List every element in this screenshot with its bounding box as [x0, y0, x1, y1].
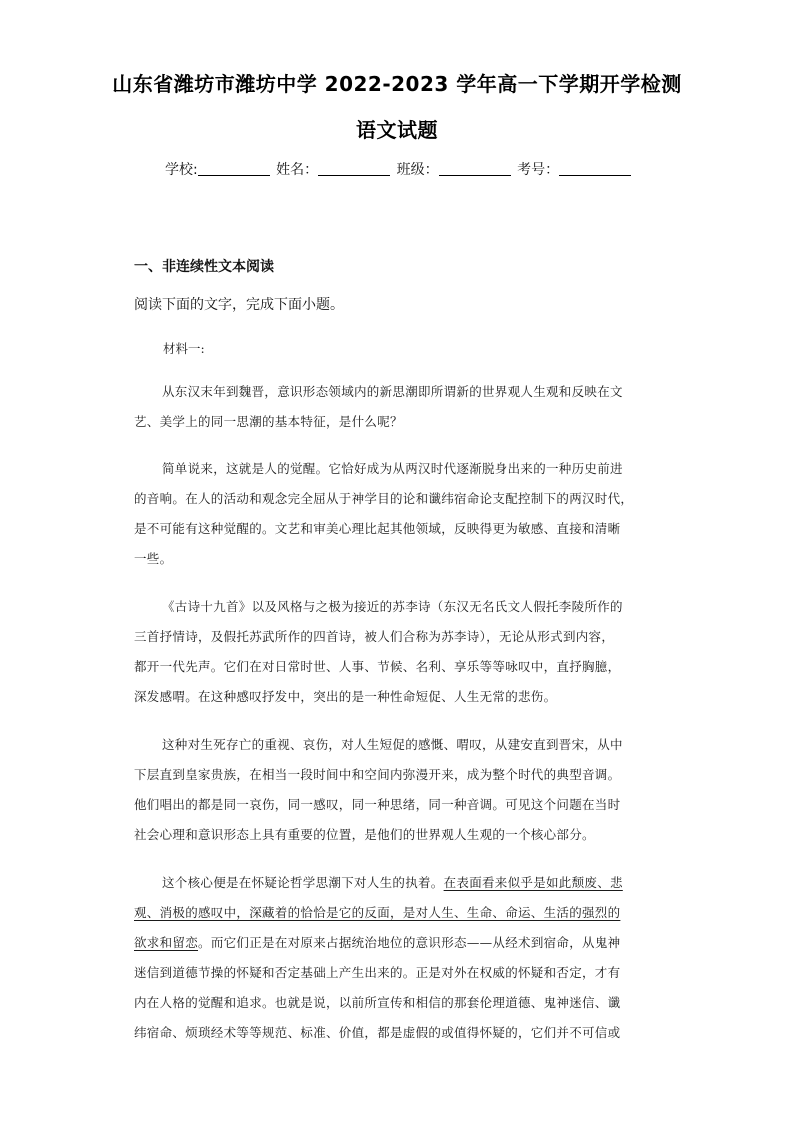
paragraph-3	[134, 592, 662, 712]
underlined-text: 在表面看来似乎是如此颓废、悲	[443, 875, 623, 890]
paragraph-5	[134, 868, 662, 1048]
text-line: 三首抒情诗，及假托苏武所作的四首诗，被人们合称为苏李诗），无论从形式到内容，	[134, 629, 615, 644]
plain-text: 这个核心便是在怀疑论哲学思潮下对人生的执着。	[162, 875, 444, 890]
text-line: 下层直到皇家贵族，在相当一段时间中和空间内弥漫开来，成为整个时代的典型音调。	[134, 767, 621, 782]
paragraph-1	[134, 377, 662, 437]
paragraph-2	[134, 454, 662, 574]
text-line: 他们唱出的都是同一哀伤，同一感叹，同一种思绪，同一种音调。可见这个问题在当时	[134, 797, 621, 812]
name-label: 姓名：	[276, 162, 319, 178]
exam-title: 山东省潍坊市潍坊中学 2022-2023 学年高一下学期开学检测	[112, 72, 682, 96]
text-line	[134, 898, 662, 928]
underlined-text: 观、消极的感叹中，深藏着的恰恰是它的反面，是对人生、生命、命运、生活的强烈的	[134, 905, 621, 920]
plain-text: 。而它们正是在对原来占据统治地位的意识形态——从经术到宿命，从鬼神	[198, 935, 621, 950]
text-line: 社会心理和意识形态上具有重要的位置，是他们的世界观人生观的一个核心部分。	[134, 827, 595, 842]
text-line	[134, 868, 662, 898]
section-heading: 一、非连续性文本阅读	[134, 259, 274, 275]
text-line: 简单说来，这就是人的觉醒。它恰好成为从两汉时代逐渐脱身出来的一种历史前进	[162, 461, 623, 476]
text-line	[134, 928, 662, 958]
name-blank	[318, 161, 390, 176]
exam-subtitle: 语文试题	[356, 118, 438, 142]
paragraph-4	[134, 730, 662, 850]
text-line: 《古诗十九首》以及风格与之极为接近的苏李诗（东汉无名氏文人假托李陵所作的	[162, 599, 623, 614]
exam-number-blank	[559, 161, 631, 176]
text-line: 这种对生死存亡的重视、哀伤，对人生短促的感慨、喟叹，从建安直到晋宋，从中	[162, 737, 623, 752]
text-line: 深发感喟。在这种感叹抒发中，突出的是一种性命短促、人生无常的悲伤。	[134, 689, 557, 704]
text-line: 纬宿命、烦琐经术等等规范、标准、价值，都是虚假的或值得怀疑的，它们并不可信或	[134, 1025, 621, 1040]
text-line: 的音响。在人的活动和观念完全屈从于神学目的论和谶纬宿命论支配控制下的两汉时代，	[134, 491, 634, 506]
text-line: 都开一代先声。它们在对日常时世、人事、节候、名利、享乐等等咏叹中，直抒胸臆，	[134, 659, 621, 674]
text-line: 艺、美学上的同一思潮的基本特征，是什么呢？	[134, 414, 403, 429]
text-line: 内在人格的觉醒和追求。也就是说，以前所宣传和相信的那套伦理道德、鬼神迷信、谶	[134, 995, 621, 1010]
material-label: 材料一:	[163, 341, 205, 356]
underlined-text: 欲求和留恋	[134, 935, 199, 950]
text-line: 从东汉末年到魏晋，意识形态领域内的新思潮即所谓新的世界观人生观和反映在文	[162, 384, 623, 399]
reading-instruction: 阅读下面的文字，完成下面小题。	[134, 297, 344, 313]
text-line: 一些。	[134, 551, 173, 566]
text-line: 迷信到道德节操的怀疑和否定基础上产生出来的。正是对外在权威的怀疑和否定，才有	[134, 965, 621, 980]
class-label: 班级：	[396, 162, 439, 178]
school-label: 学校:	[165, 162, 198, 178]
school-blank	[198, 161, 270, 176]
exam-number-label: 考号：	[517, 162, 560, 178]
text-line: 是不可能有这种觉醒的。文艺和审美心理比起其他领域，反映得更为敏感、直接和清晰	[134, 521, 621, 536]
student-info-line	[165, 159, 633, 179]
class-blank	[439, 161, 511, 176]
